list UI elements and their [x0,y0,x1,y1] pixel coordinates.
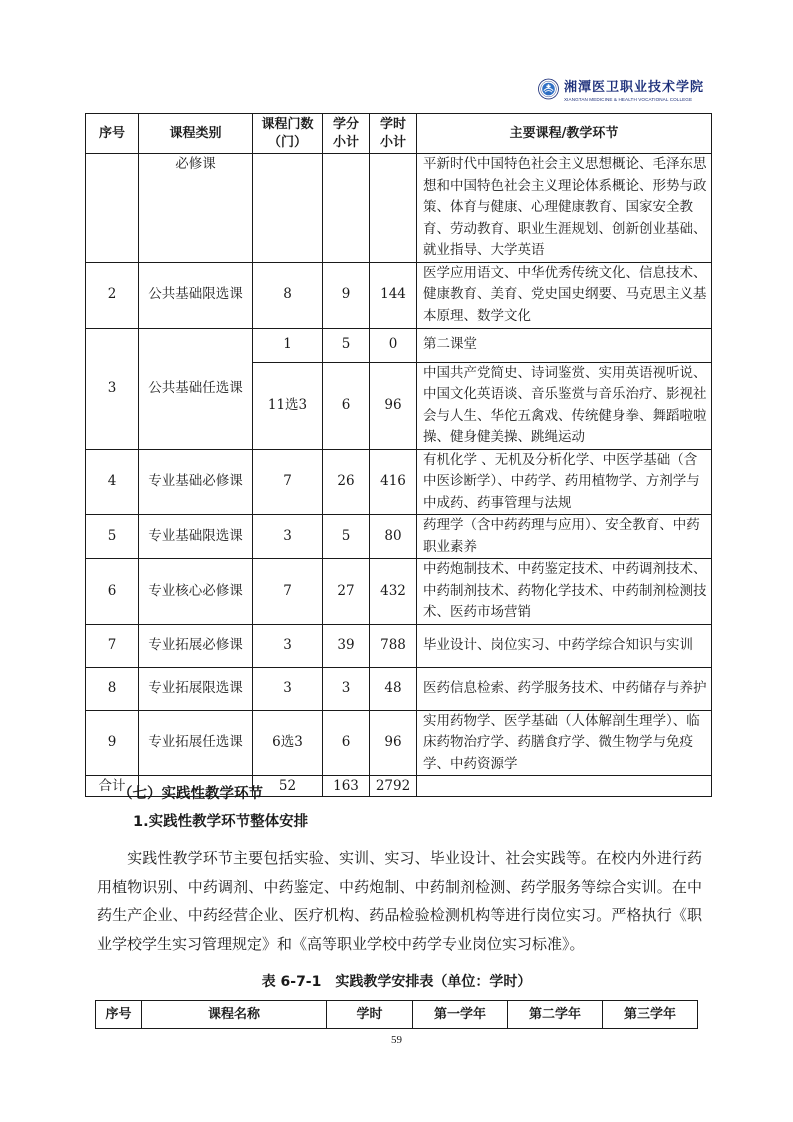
category-cell: 专业核心必修课 [139,559,253,625]
courses-cell: 第二课堂 [417,328,712,362]
col-header-no: 序号 [86,114,139,154]
col-header-year2: 第二学年 [508,1001,603,1029]
table-row: 9 专业拓展任选课 6选3 6 96 实用药物学、医学基础（人体解剖生理学）、临床药物治疗学、药膳食疗学、微生物学与免疫学、中药资源学 [86,710,712,776]
courses-cell: 医学应用语文、中华优秀传统文化、信息技术、健康教育、美育、党史国史纲要、马克思主义基本原理、数学文化 [417,262,712,328]
category-cell: 必修课 [139,154,253,263]
col-header-category: 课程类别 [139,114,253,154]
category-cell: 公共基础限选课 [139,262,253,328]
table-row: 4 专业基础必修课 7 26 416 有机化学 、无机及分析化学、中医学基础（含中医诊断学）、中药学、药用植物学、方剂学与中成药、药事管理与法规 [86,449,712,515]
courses-cell: 医药信息检索、药学服务技术、中药储存与养护 [417,667,712,710]
college-emblem-icon [538,69,559,109]
category-cell: 专业拓展限选课 [139,667,253,710]
courses-cell: 有机化学 、无机及分析化学、中医学基础（含中医诊断学）、中药学、药用植物学、方剂学与中成药、药事管理与法规 [417,449,712,515]
courses-cell: 毕业设计、岗位实习、中药学综合知识与实训 [417,624,712,667]
table-row: 2 公共基础限选课 8 9 144 医学应用语文、中华优秀传统文化、信息技术、健康教育、美育、党史国史纲要、马克思主义基本原理、数学文化 [86,262,712,328]
category-cell: 公共基础任选课 [139,328,253,449]
courses-cell: 中药炮制技术、中药鉴定技术、中药调剂技术、中药制剂技术、药物化学技术、中药制剂检测技术、医药市场营销 [417,559,712,625]
courses-cell: 平新时代中国特色社会主义思想概论、毛泽东思想和中国特色社会主义理论体系概论、形势与政策、体育与健康、心理健康教育、国家安全教育、劳动教育、职业生涯规划、创新创业基础、就业指导、大学英语 [417,154,712,263]
col-header-year3: 第三学年 [603,1001,698,1029]
courses-cell: 药理学（含中药药理与应用）、安全教育、中药职业素养 [417,515,712,559]
college-name-en: XIANGTAN MEDICINE & HEALTH VOCATIONAL COLLEGE [563,97,693,102]
table-header-row [86,114,712,154]
table-row: 7 专业拓展必修课 3 39 788 毕业设计、岗位实习、中药学综合知识与实训 [86,624,712,667]
practice-schedule-table [95,1000,698,1029]
section-heading: （七）实践性教学环节 [118,786,263,802]
table-row: 6 专业核心必修课 7 27 432 中药炮制技术、中药鉴定技术、中药调剂技术、中药制剂技术、药物化学技术、中药制剂检测技术、医药市场营销 [86,559,712,625]
college-name-cn: 湘潭医卫职业技术学院 [563,80,704,95]
table-row: 5 专业基础限选课 3 5 80 药理学（含中药药理与应用）、安全教育、中药职业素养 [86,515,712,559]
table-row [86,154,712,263]
course-structure-table [85,113,712,797]
courses-cell: 中国共产党简史、诗词鉴赏、实用英语视听说、中国文化英语谈、音乐鉴赏与音乐治疗、影视社会与人生、华佗五禽戏、传统健身拳、舞蹈啦啦操、健身健美操、跳绳运动 [417,362,712,449]
category-cell: 专业拓展任选课 [139,710,253,776]
practice-table-caption: 表 6-7-1 实践教学安排表（单位：学时） [261,974,532,990]
college-logo [538,69,704,109]
col-header-no: 序号 [96,1001,142,1029]
col-header-credits: 学分 小计 [323,114,370,154]
col-header-count: 课程门数 （门） [253,114,323,154]
table-row: 8 专业拓展限选课 3 3 48 医药信息检索、药学服务技术、中药储存与养护 [86,667,712,710]
table-row: 3 公共基础任选课 1 5 0 第二课堂 [86,328,712,362]
section-paragraph: 实践性教学环节主要包括实验、实训、实习、毕业设计、社会实践等。在校内外进行药用植物识别、中药调剂、中药鉴定、中药炮制、中药制剂检测、药学服务等综合实训。在中药生产企业、中药经营企业、医疗机构、药品检验检测机构等进行岗位实习。严格执行《职业学校学生实习管理规定》和《高等职业学校中药学专业岗位实习标准》。 [97,849,702,953]
col-header-year1: 第一学年 [413,1001,508,1029]
table-row: 11选3 6 96 中国共产党简史、诗词鉴赏、实用英语视听说、中国文化英语谈、音乐鉴赏与音乐治疗、影视社会与人生、华佗五禽戏、传统健身拳、舞蹈啦啦操、健身健美操、跳绳运动 [86,362,712,449]
col-header-hours: 学时 小计 [370,114,417,154]
page-number: 59 [391,1034,402,1046]
col-header-hours: 学时 [327,1001,413,1029]
category-cell: 专业基础必修课 [139,449,253,515]
col-header-course-name: 课程名称 [142,1001,327,1029]
table-header-row [96,1001,698,1029]
total-row: 合计 52 163 2792 [86,776,712,797]
category-cell: 专业拓展必修课 [139,624,253,667]
section-subheading: 1.实践性教学环节整体安排 [133,814,309,830]
col-header-courses: 主要课程/教学环节 [417,114,712,154]
total-label: 合计 [86,776,139,797]
courses-cell: 实用药物学、医学基础（人体解剖生理学）、临床药物治疗学、药膳食疗学、微生物学与免疫学、中药资源学 [417,710,712,776]
category-cell: 专业基础限选课 [139,515,253,559]
